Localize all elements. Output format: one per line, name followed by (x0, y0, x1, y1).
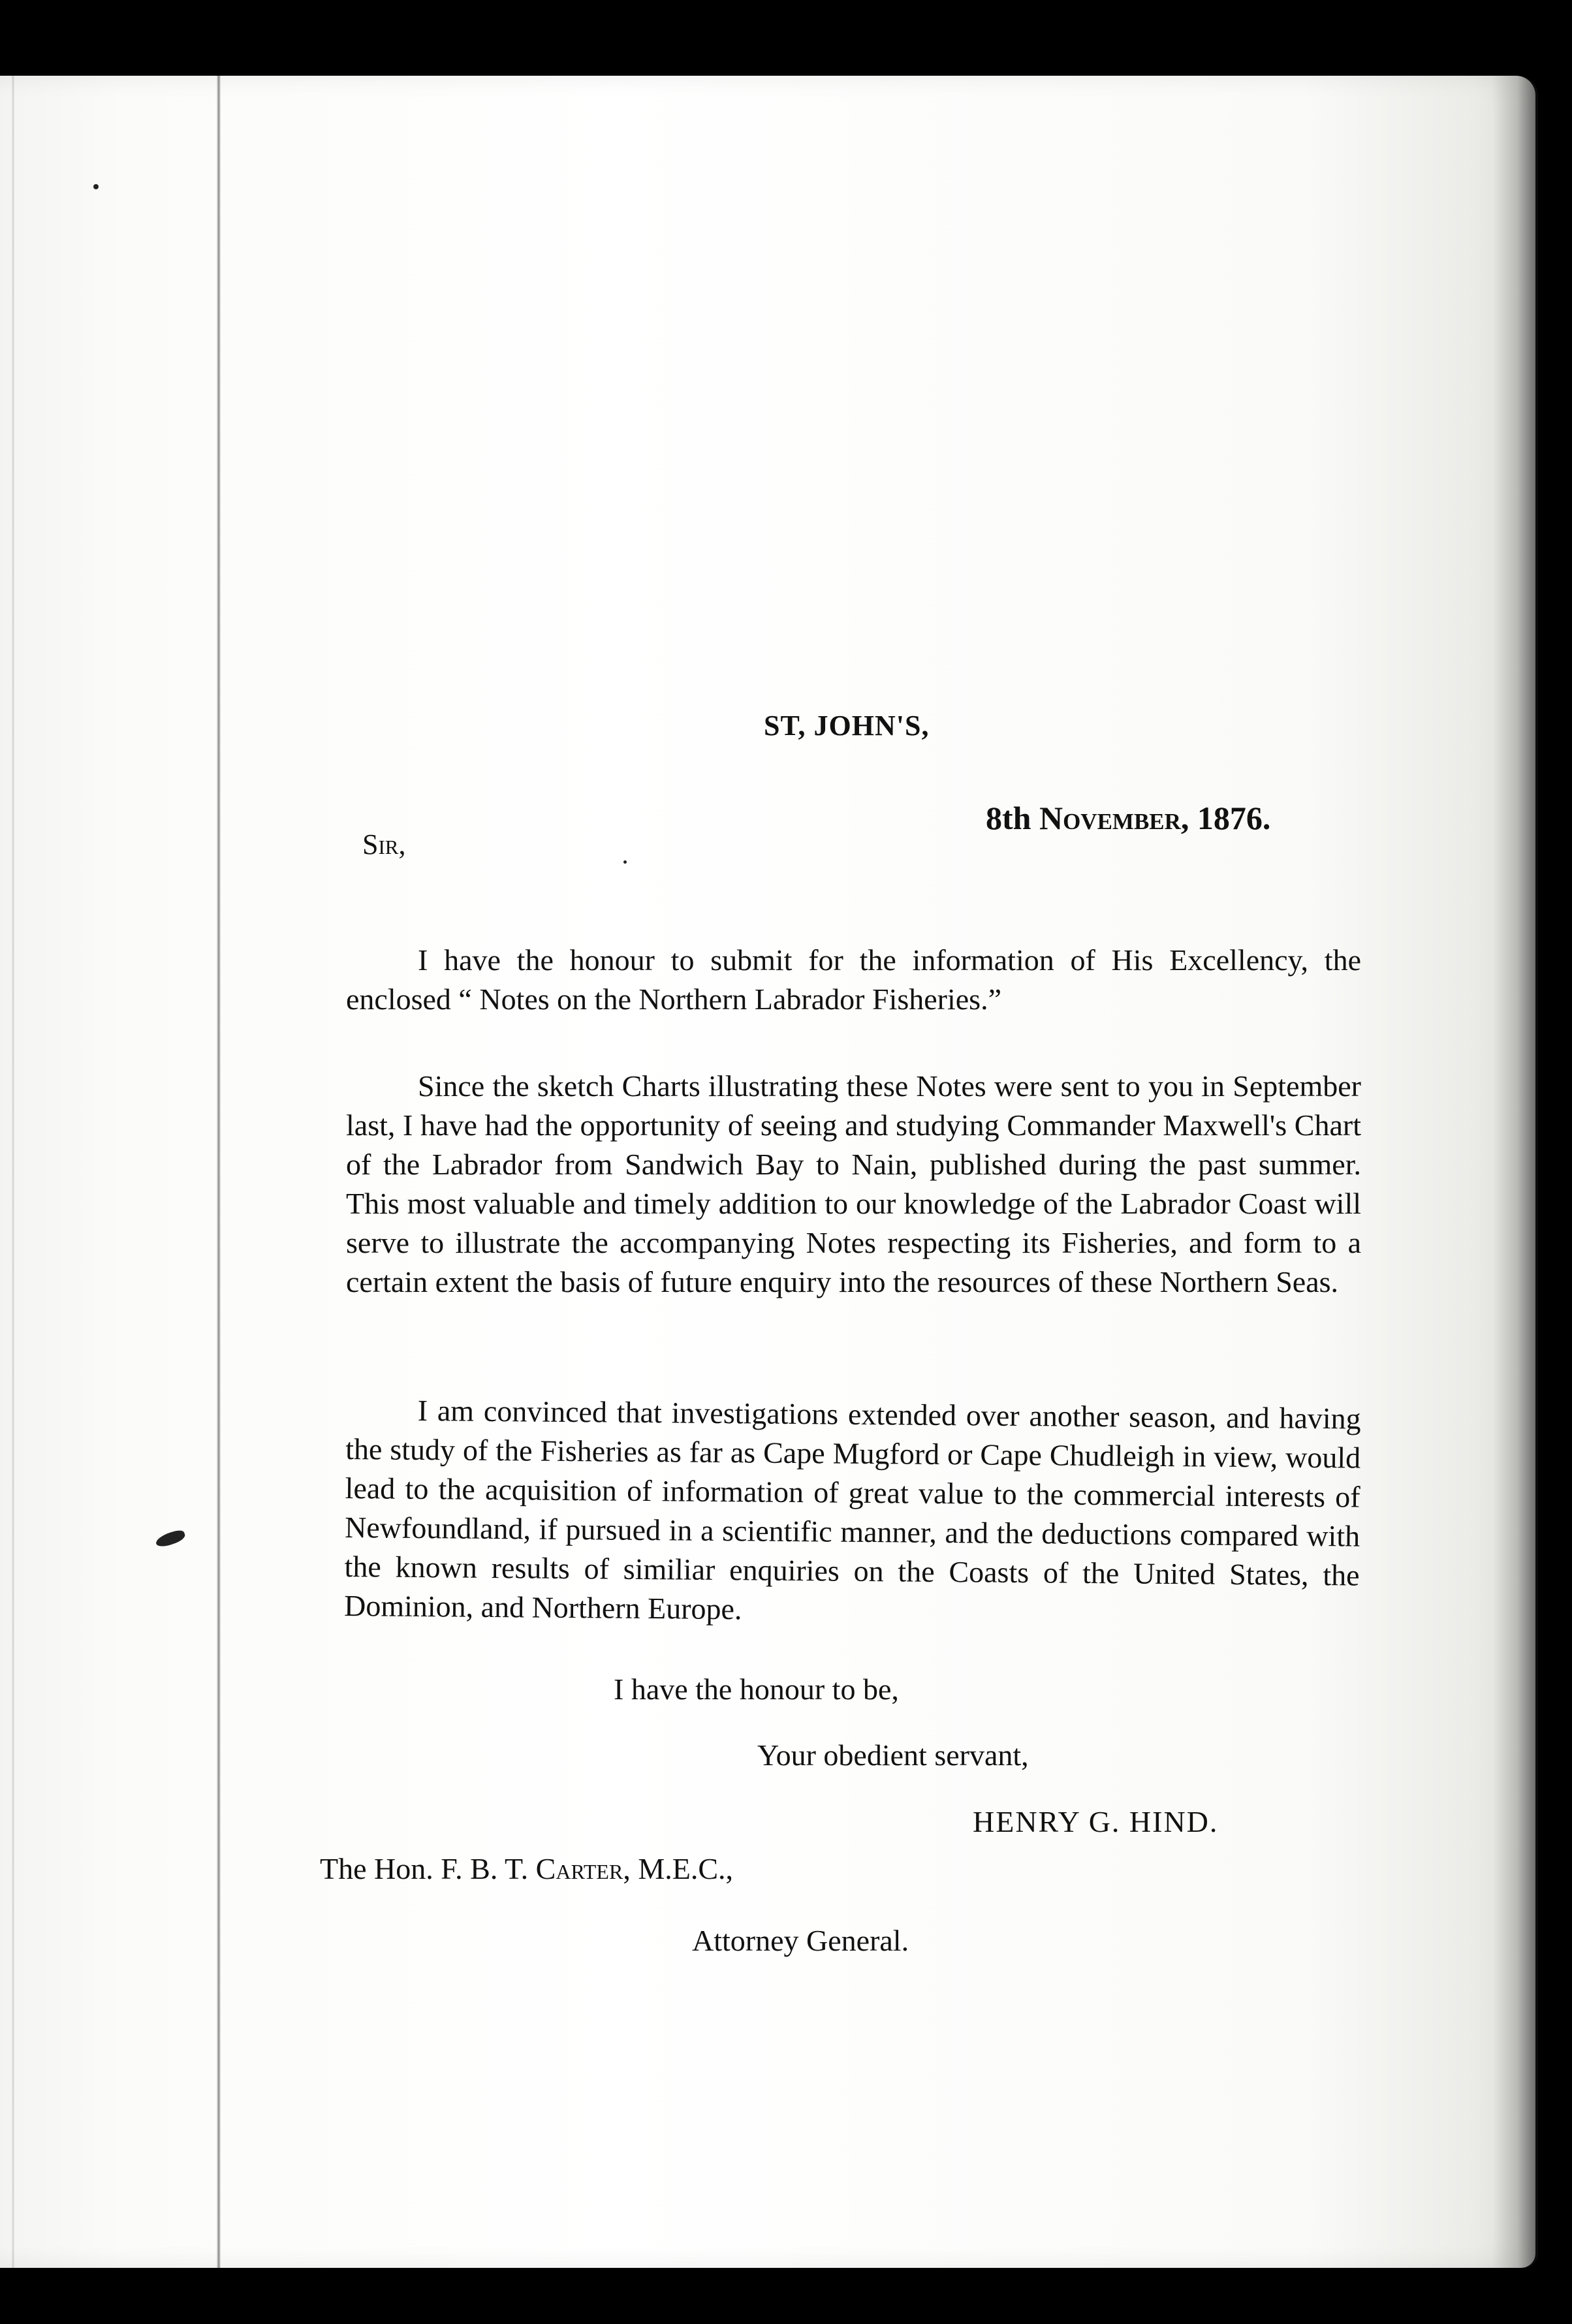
ink-blot (154, 1528, 186, 1548)
addressee (320, 1851, 733, 1886)
servant-line: Your obedient servant, (757, 1738, 1029, 1772)
paragraph-3: I am convinced that investigations extended over another season, and having the study of the Fisheries as far as Cape Mugford or Cape Chudleigh in view, would lead to the acquisition of information of great value to the commercial interests of Newfoundland, if pursued in a scientific manner, and the deductions compared with the known results of similiar enquiries on the Coasts of the United States, the Dominion, and Northern Europe. (343, 1393, 1361, 1626)
letter-place: ST, JOHN'S, (764, 710, 930, 742)
addressee-title: Attorney General. (692, 1924, 909, 1957)
ink-speck (623, 860, 627, 864)
letter-date (986, 799, 1270, 837)
paragraph-1: I have the honour to submit for the information of His Excellency, the enclosed “ Notes on the Northern Labrador Fisheries.” (346, 943, 1361, 1016)
signature-name: HENRY G. HIND. (973, 1805, 1219, 1838)
closing-line: I have the honour to be, (614, 1672, 899, 1706)
page-fold-line (217, 76, 221, 2268)
date-day: 8th (986, 800, 1031, 836)
ink-speck (93, 184, 99, 189)
date-month: November, (1039, 800, 1189, 836)
page-left-edge (12, 76, 14, 2268)
paragraph-2: Since the sketch Charts illustrating these Notes were sent to you in September last, I have had the opportunity of seeing and studying Commander Maxwell's Chart of the Labrador from Sandwich Bay to Nain, published during the past summer. This most valuable and timely addition to our knowledge of the Labrador Coast will serve to illustrate the accompanying Notes respecting its Fisheries, and form to a certain extent the basis of future enquiry into the resources of these Northern Seas. (346, 1069, 1361, 1298)
addressee-suffix: M.E.C., (638, 1852, 734, 1885)
date-year: 1876. (1197, 800, 1271, 836)
document-page (0, 76, 1535, 2268)
addressee-prefix: The Hon. F. B. T. (320, 1852, 529, 1885)
page-right-edge-shadow (1492, 76, 1538, 2268)
salutation: Sir, (362, 828, 406, 860)
addressee-surname: Carter, (535, 1852, 631, 1885)
